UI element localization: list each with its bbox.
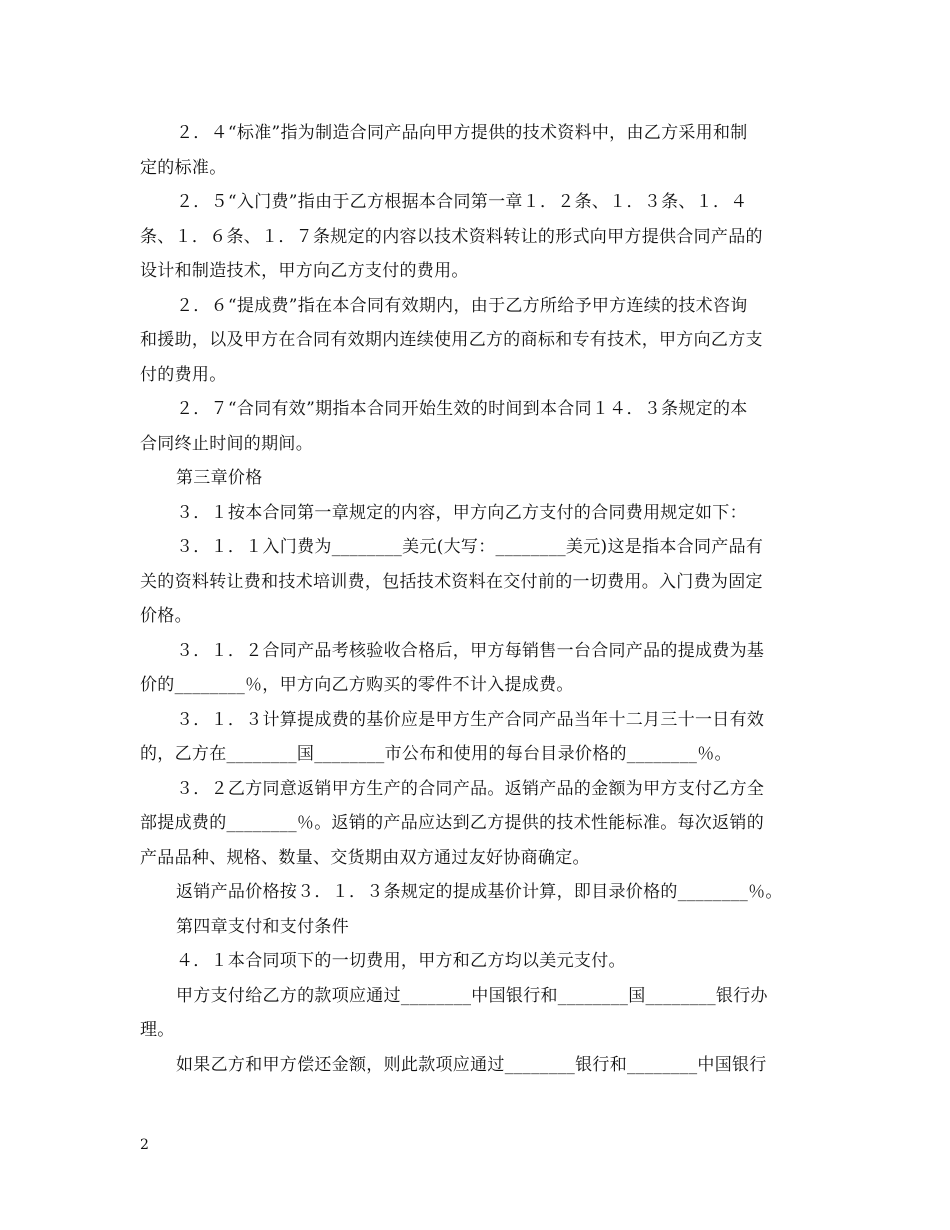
page-number: 2 (140, 1137, 149, 1153)
chapter-heading: 第四章支付和支付条件 (176, 916, 349, 937)
paragraph-line: 的，乙方在________国________市公布和使用的每台目录价格的________％。 (140, 744, 732, 764)
paragraph-line: 返销产品价格按３．１．３条规定的提成基价计算，即目录价格的________％。 (176, 882, 783, 902)
paragraph-line: 合同终止时间的期间。 (140, 433, 313, 454)
chapter-heading: 第三章价格 (176, 468, 263, 488)
paragraph-line: 甲方支付给乙方的款项应通过________中国银行和________国________银行办 (176, 985, 768, 1006)
paragraph-line: 如果乙方和甲方偿还金额，则此款项应通过________银行和________中国银行 (176, 1054, 767, 1075)
paragraph-line: ３．２乙方同意返销甲方生产的合同产品。返销产品的金额为甲方支付乙方全 (176, 778, 765, 799)
paragraph-line: ２．７“合同有效”期指本合同开始生效的时间到本合同１４．３条规定的本 (176, 399, 748, 419)
document-body (140, 116, 812, 1082)
paragraph-line: 设计和制造技术，甲方向乙方支付的费用。 (140, 261, 469, 281)
paragraph-line: 理。 (140, 1020, 175, 1040)
paragraph-line: 付的费用。 (140, 364, 227, 385)
paragraph-line: 定的标准。 (140, 157, 227, 178)
paragraph-line: ３．１按本合同第一章规定的内容，甲方向乙方支付的合同费用规定如下： (176, 502, 747, 523)
paragraph-line: 价的________％，甲方向乙方购买的零件不计入提成费。 (140, 675, 574, 695)
paragraph-line: ４．１本合同项下的一切费用，甲方和乙方均以美元支付。 (176, 951, 626, 971)
paragraph-line: ３．１．２合同产品考核验收合格后，甲方每销售一台合同产品的提成费为基 (176, 640, 765, 661)
paragraph-line: 部提成费的________％。返销的产品应达到乙方提供的技术性能标准。每次返销的 (140, 813, 764, 833)
paragraph-line: 和援助，以及甲方在合同有效期内连续使用乙方的商标和专有技术，甲方向乙方支 (140, 330, 763, 350)
paragraph-line: ３．１．３计算提成费的基价应是甲方生产合同产品当年十二月三十一日有效 (176, 709, 765, 730)
paragraph-line: ２．４“标准”指为制造合同产品向甲方提供的技术资料中，由乙方采用和制 (176, 123, 748, 143)
paragraph-line: ２．５“入门费”指由于乙方根据本合同第一章１．２条、１．３条、１．４ (176, 192, 748, 212)
paragraph-line: ２．６“提成费”指在本合同有效期内，由于乙方所给予甲方连续的技术咨询 (176, 295, 748, 316)
paragraph-line: ３．１．１入门费为________美元(大写：________美元)这是指本合同产品有 (176, 537, 764, 557)
paragraph-line: 价格。 (140, 606, 192, 626)
paragraph-line: 产品品种、规格、数量、交货期由双方通过友好协商确定。 (140, 847, 590, 868)
paragraph-line: 关的资料转让费和技术培训费，包括技术资料在交付前的一切费用。入门费为固定 (140, 571, 763, 592)
paragraph-line: 条、１．６条、１．７条规定的内容以技术资料转让的形式向甲方提供合同产品的 (140, 226, 763, 247)
